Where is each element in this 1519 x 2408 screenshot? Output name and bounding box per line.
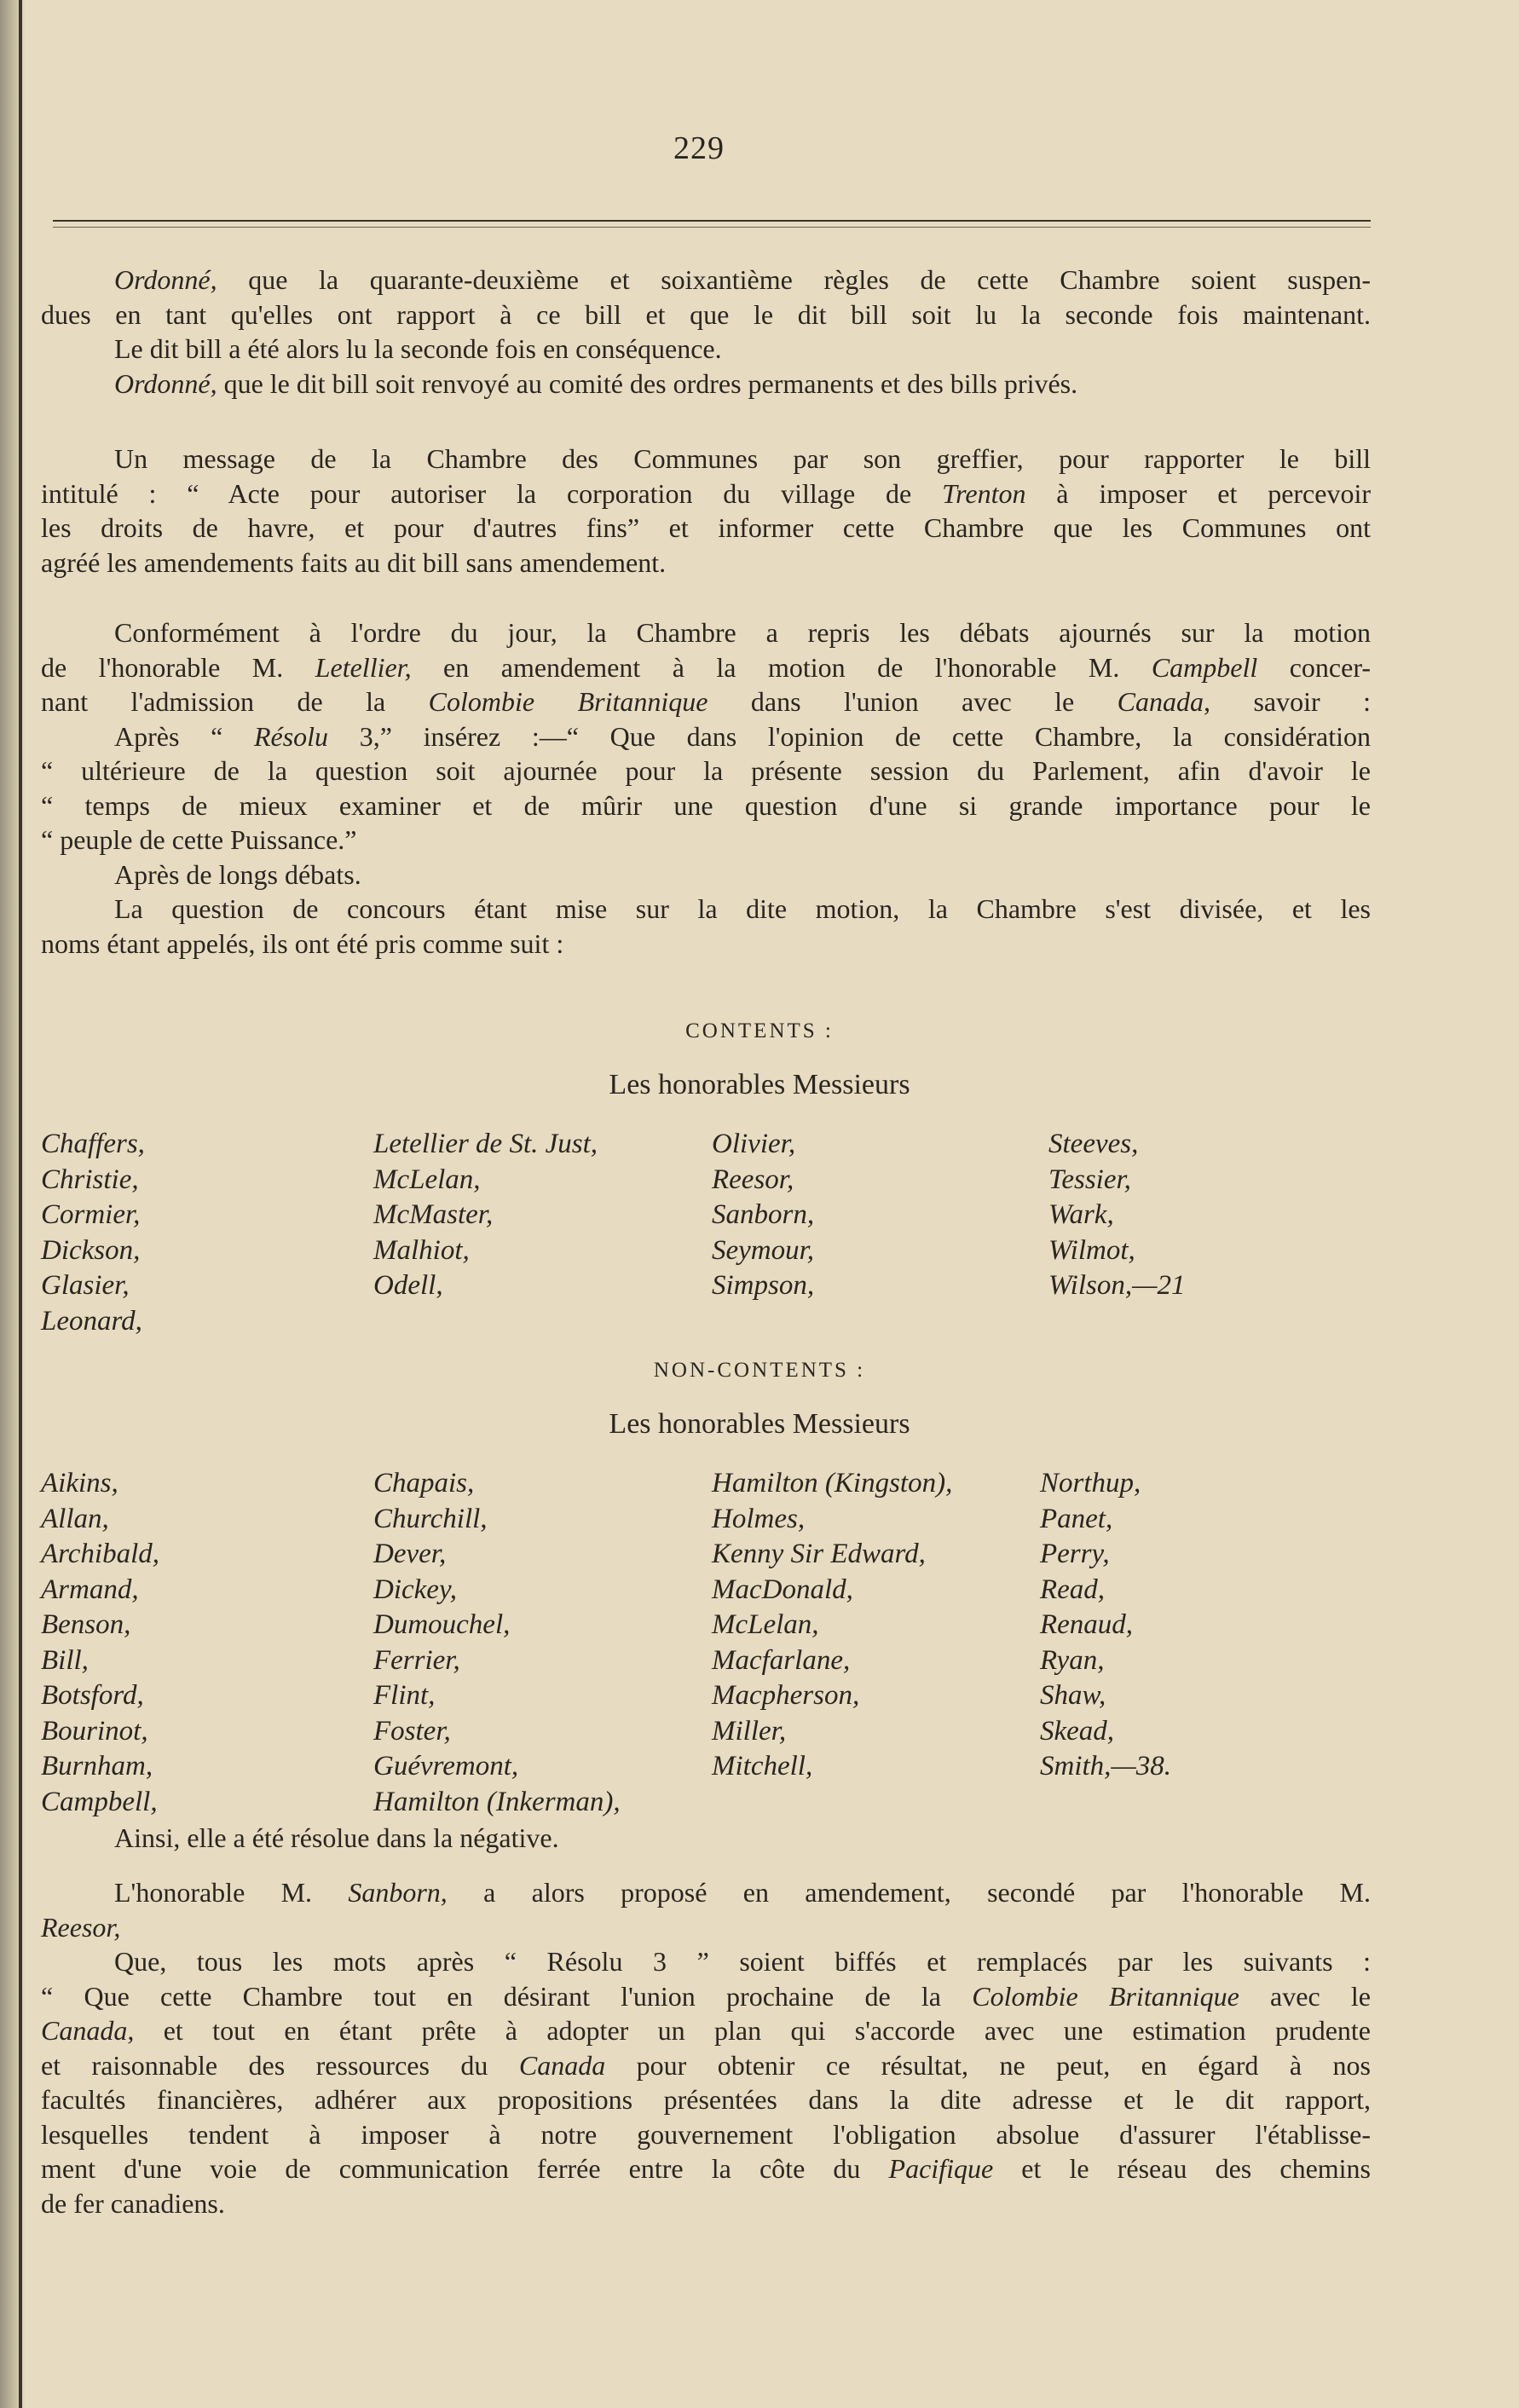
member-name: Smith,—38.: [1040, 1751, 1172, 1781]
binding-edge-line: [19, 0, 22, 2408]
member-name: Chaffers,: [41, 1129, 145, 1159]
member-name: McLelan,: [373, 1164, 481, 1195]
text-line: Après “: [114, 720, 254, 752]
person-name: Reesor,: [41, 1911, 121, 1943]
member-name: Northup,: [1040, 1468, 1141, 1499]
contents-column-4: [1048, 1127, 1185, 1304]
place-name: Pacifique: [888, 2153, 994, 2184]
text-line: Le dit bill a été alors lu la seconde fois en conséquence.: [114, 333, 722, 364]
text-line: à imposer et percevoir: [1025, 477, 1372, 509]
member-name: Kenny Sir Edward,: [712, 1539, 926, 1569]
noncontents-column-1: [41, 1466, 159, 1820]
contents-column-2: [373, 1127, 598, 1304]
member-name: Reesor,: [712, 1164, 794, 1195]
text-line: agréé les amendements faits au dit bill sans amendement.: [41, 546, 667, 578]
member-name: Sanborn,: [712, 1199, 815, 1230]
member-name: Flint,: [373, 1680, 436, 1711]
member-name: Botsford,: [41, 1680, 144, 1711]
text-line: et raisonnable des ressources du: [41, 2049, 519, 2081]
text-line: facultés financières, adhérer aux propositions présentées dans la dite adresse et le dit rapport,: [41, 2084, 1371, 2115]
text-line: Un message de la Chambre des Communes par son greffier, pour rapporter le bill: [114, 443, 1371, 474]
member-name: Olivier,: [712, 1129, 796, 1159]
member-name: Perry,: [1040, 1539, 1110, 1569]
text-line: nant l'admission de la: [41, 686, 429, 717]
place-name: Canada,: [41, 2015, 135, 2046]
paragraph-amendment: [41, 1875, 1371, 2220]
text-line: L'honorable M.: [114, 1877, 349, 1908]
place-name: Colombie Britannique: [972, 1980, 1239, 2012]
member-name: Allan,: [41, 1503, 109, 1534]
member-name: Shaw,: [1040, 1680, 1106, 1711]
contents-heading: CONTENTS :: [685, 1019, 834, 1042]
member-name: Campbell,: [41, 1786, 158, 1817]
member-name: Dickey,: [373, 1574, 458, 1605]
member-name: Hamilton (Kingston),: [712, 1468, 953, 1499]
member-name: Wilmot,: [1048, 1234, 1135, 1266]
text-line: “ temps de mieux examiner et de mûrir une question d'une si grande importance pour le: [41, 789, 1371, 821]
text-line: ment d'une voie de communication ferrée entre la côte du: [41, 2153, 889, 2184]
member-name: Dumouchel,: [373, 1609, 511, 1640]
member-name: Foster,: [373, 1715, 451, 1747]
text-line: savoir :: [1210, 686, 1372, 717]
member-name: Bourinot,: [41, 1715, 148, 1747]
member-name: Wark,: [1048, 1199, 1114, 1230]
noncontents-column-3: [712, 1466, 952, 1785]
member-name: Simpson,: [712, 1270, 815, 1301]
member-name: Churchill,: [373, 1503, 488, 1534]
noncontents-subheading: Les honorables Messieurs: [609, 1408, 910, 1440]
text-line: que le dit bill soit renvoyé au comité des ordres permanents et des bills privés.: [217, 367, 1078, 399]
member-name: Macfarlane,: [712, 1644, 851, 1676]
member-name: McMaster,: [373, 1199, 494, 1230]
text-line: avec le: [1239, 1980, 1371, 2012]
member-name: Steeves,: [1048, 1129, 1139, 1159]
text-line: “ peuple de cette Puissance.”: [41, 824, 357, 855]
header-rule: [53, 220, 1371, 228]
text-line: en amendement à la motion de l'honorable M.: [411, 651, 1152, 683]
text-line: Que, tous les mots après “ Résolu 3 ” soient biffés et remplacés par les suivants :: [114, 1946, 1371, 1977]
member-name: Odell,: [373, 1270, 443, 1301]
text-line: que la quarante-deuxième et soixantième règles de cette Chambre soient suspen-: [217, 264, 1371, 295]
member-name: Miller,: [712, 1715, 787, 1747]
ordonne-label: Ordonné,: [114, 367, 217, 399]
text-line: “ ultérieure de la question soit ajournée pour la présente session du Parlement, afin d'avoir le: [41, 755, 1371, 786]
member-name: Seymour,: [712, 1234, 815, 1266]
member-name: Armand,: [41, 1574, 139, 1605]
member-name: Renaud,: [1040, 1609, 1134, 1640]
member-name: MacDonald,: [712, 1574, 853, 1605]
text-line: de fer canadiens.: [41, 2187, 225, 2219]
page-number: 229: [673, 130, 725, 166]
member-name: Burnham,: [41, 1751, 153, 1781]
member-name: Skead,: [1040, 1715, 1115, 1747]
text-line: a alors proposé en amendement, secondé par l'honorable M.: [447, 1877, 1371, 1908]
member-name: Read,: [1040, 1574, 1106, 1605]
member-name: Cormier,: [41, 1199, 141, 1230]
member-name: Chapais,: [373, 1468, 475, 1499]
result-line: [41, 1821, 1371, 1856]
person-name: Sanborn,: [348, 1877, 448, 1908]
resolu-word: Résolu: [253, 720, 329, 752]
text-line: les droits de havre, et pour d'autres fins” et informer cette Chambre que les Communes ont: [41, 512, 1371, 543]
text-line: et le réseau des chemins: [993, 2153, 1372, 2184]
text-line: noms étant appelés, ils ont été pris comme suit :: [41, 927, 564, 959]
noncontents-heading: NON-CONTENTS :: [653, 1359, 866, 1382]
paragraph-ordonne: [41, 263, 1371, 401]
text-line: lesquelles tendent à imposer à notre gouvernement l'obligation absolue d'assurer l'établisse-: [41, 2118, 1371, 2150]
person-name: Campbell: [1151, 651, 1258, 683]
member-name: Hamilton (Inkerman),: [373, 1786, 621, 1817]
member-name: Tessier,: [1048, 1164, 1131, 1195]
text-line: Après de longs débats.: [114, 858, 361, 890]
member-name: Holmes,: [712, 1503, 806, 1534]
member-name: McLelan,: [712, 1609, 819, 1640]
member-name: Bill,: [41, 1644, 89, 1676]
member-name: Wilson,—21: [1048, 1270, 1186, 1301]
text-line: concer-: [1257, 651, 1372, 683]
member-name: Archibald,: [41, 1539, 160, 1569]
text-line: 3,” insérez :—“ Que dans l'opinion de cette Chambre, la considération: [328, 720, 1372, 752]
member-name: Aikins,: [41, 1468, 118, 1499]
text-line: Conformément à l'ordre du jour, la Chambre a repris les débats ajournés sur la motion: [114, 617, 1371, 648]
text-line: “ Que cette Chambre tout en désirant l'union prochaine de la: [41, 1980, 973, 2012]
member-name: Ferrier,: [373, 1644, 460, 1676]
text-line: intitulé : “ Acte pour autoriser la corporation du village de: [41, 477, 943, 509]
member-name: Dickson,: [41, 1234, 141, 1266]
place-name: Canada: [518, 2049, 606, 2081]
text-line: dans l'union avec le: [708, 686, 1118, 717]
member-name: Macpherson,: [712, 1680, 860, 1711]
member-name: Glasier,: [41, 1270, 130, 1301]
member-name: Ryan,: [1040, 1644, 1105, 1676]
member-name: Benson,: [41, 1609, 131, 1640]
paragraph-debate: [41, 615, 1371, 961]
contents-column-1: [41, 1127, 145, 1339]
paragraph-message: [41, 442, 1371, 580]
contents-list: [41, 1127, 1371, 1348]
member-name: Leonard,: [41, 1305, 142, 1337]
place-name: Colombie Britannique: [428, 686, 708, 717]
text-line: de l'honorable M.: [41, 651, 315, 683]
noncontents-column-4: [1040, 1466, 1171, 1785]
member-name: Christie,: [41, 1164, 139, 1195]
text-line: dues en tant qu'elles ont rapport à ce bill et que le dit bill soit lu la seconde fois maintenant.: [41, 298, 1371, 330]
text-line: et tout en étant prête à adopter un plan qui s'accorde avec une estimation prudente: [134, 2015, 1371, 2046]
ordonne-label: Ordonné,: [114, 264, 217, 295]
contents-column-3: [712, 1127, 814, 1304]
text-line: Ainsi, elle a été résolue dans la négative.: [114, 1822, 559, 1853]
member-name: Letellier de St. Just,: [373, 1129, 598, 1159]
place-name: Canada,: [1117, 686, 1211, 717]
contents-subheading: Les honorables Messieurs: [609, 1069, 910, 1100]
member-name: Mitchell,: [712, 1751, 813, 1781]
text-line: La question de concours étant mise sur la dite motion, la Chambre s'est divisée, et les: [114, 893, 1371, 924]
member-name: Malhiot,: [373, 1234, 470, 1266]
person-name: Letellier,: [315, 651, 412, 683]
text-line: pour obtenir ce résultat, ne peut, en égard à nos: [605, 2049, 1372, 2081]
member-name: Guévremont,: [373, 1751, 519, 1781]
member-name: Panet,: [1040, 1503, 1113, 1534]
noncontents-list: [41, 1466, 1371, 1824]
place-name: Trenton: [942, 477, 1026, 509]
noncontents-column-2: [373, 1466, 621, 1820]
member-name: Dever,: [373, 1539, 447, 1569]
